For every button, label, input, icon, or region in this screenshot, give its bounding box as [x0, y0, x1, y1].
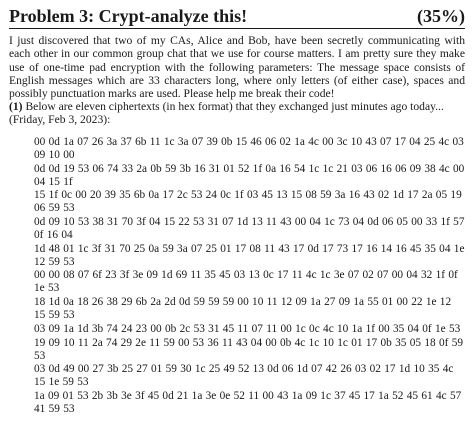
- ciphertext-8: 03 09 1a 1d 3b 74 24 23 00 0b 2c 53 31 45 11 07 11 00 1c 0c 4c 10 1a 1f 00 35 04 0f 1e 53: [34, 322, 461, 335]
- question-number: (1): [9, 100, 23, 113]
- ciphertext-9: 19 09 10 11 2a 74 29 2e 11 59 00 53 36 11 43 04 00 0b 4c 1c 10 1c 01 17 0b 35 05 18 0f 59 53: [34, 336, 463, 362]
- question-1: [9, 100, 465, 127]
- problem-points: (35%): [417, 6, 465, 26]
- ciphertext-5: 1d 48 01 1c 3f 31 70 25 0a 59 3a 07 25 01 17 08 11 43 17 0d 17 73 17 16 14 16 45 35 04 1e 12 59 53: [34, 242, 465, 268]
- ciphertext-10: 03 0d 49 00 27 3b 25 27 01 59 30 1c 25 49 52 13 0d 06 1d 07 42 26 03 02 17 1d 10 35 4c 15 1e 59 53: [34, 363, 454, 389]
- problem-header: [9, 5, 465, 29]
- ciphertext-11: 1a 09 01 53 2b 3b 3e 3f 45 0d 21 1a 3e 0e 52 11 00 43 1a 09 1c 37 45 17 1a 52 45 61 4c 57 41 59 53: [34, 390, 462, 415]
- ciphertext-4: 0d 09 10 53 38 31 70 3f 04 15 22 53 31 07 1d 13 11 43 00 04 1c 73 04 0d 06 05 00 33 1f 57 0f 16 04: [34, 216, 465, 241]
- ciphertext-7: 18 1d 0a 18 26 38 29 6b 2a 2d 0d 59 59 59 00 10 11 12 09 1a 27 09 1a 55 01 00 22 1e 12 15 59 53: [34, 296, 452, 321]
- question-text: Below are eleven ciphertexts (in hex format) that they exchanged just minutes ago today... (Friday, Feb 3, 2023):: [9, 100, 444, 127]
- ciphertext-list: [9, 136, 465, 417]
- problem-title: Problem 3: Crypt-analyze this!: [9, 6, 248, 26]
- ciphertext-2: 0d 0d 19 53 06 74 33 2a 0b 59 3b 16 31 01 52 1f 0a 16 54 1c 1c 21 03 06 16 06 09 38 4c 00 04 15 1f: [34, 162, 465, 188]
- ciphertext-1: 00 0d 1a 07 26 3a 37 6b 11 1c 3a 07 39 0b 15 46 06 02 1a 4c 00 3c 10 43 07 17 04 25 4c 03 09 10 00: [34, 136, 464, 161]
- problem-intro: I just discovered that two of my CAs, Alice and Bob, have been secretly communicating with each other in our common group chat that we use for course matters. I am pretty sure they make use of one-time pad encryption with the following parameters: The message space consists of English messages which are 33 characters long, where only letters (of either case), spaces and possibly punctuation marks are used. Please help me break their code!: [9, 34, 465, 101]
- ciphertext-3: 15 1f 0c 00 20 39 35 6b 0a 17 2c 53 24 0c 1f 03 45 13 15 08 59 3a 16 43 02 1d 17 2a 05 19 06 59 53: [34, 189, 462, 215]
- ciphertext-6: 00 00 08 07 6f 23 3f 3e 09 1d 69 11 35 45 03 13 0c 17 11 4c 1c 3e 07 02 07 00 04 32 1f 0f 1e 53: [34, 269, 458, 295]
- header-rule: [9, 28, 465, 29]
